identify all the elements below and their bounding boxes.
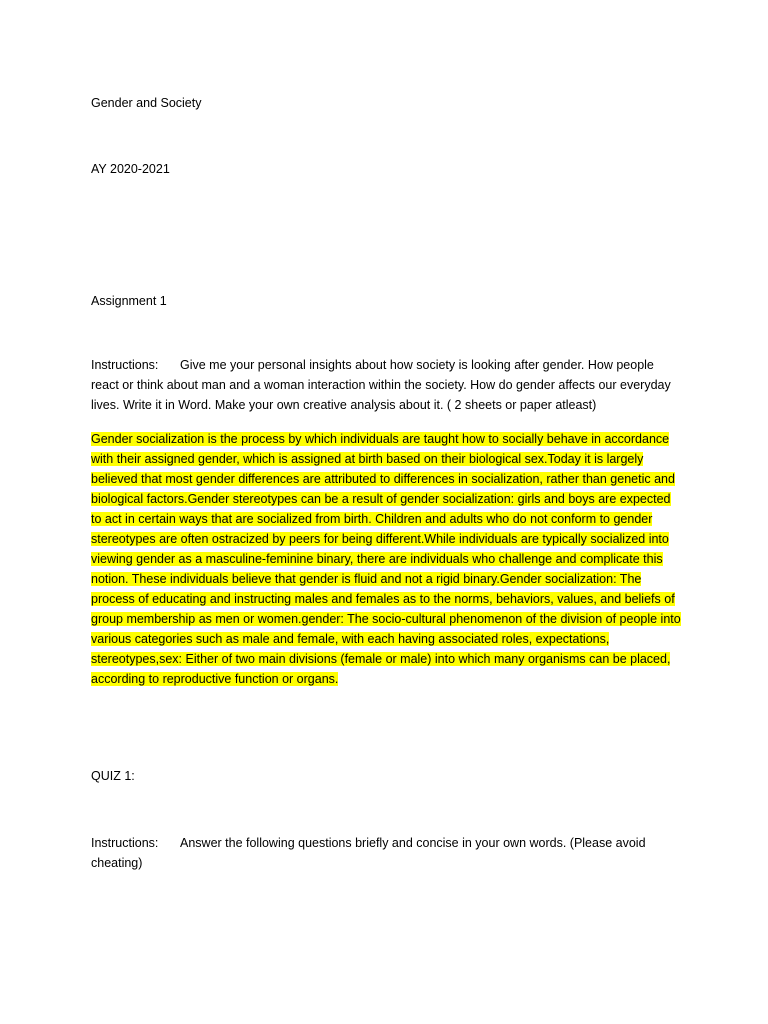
highlighted-answer [91,429,681,689]
assignment-instructions-label: Instructions: [91,358,159,372]
quiz-instructions-label: Instructions: [91,836,159,850]
assignment-instructions-text: Give me your personal insights about how society is looking after gender. How people react or think about man and a woman interaction within the society. How do gender affects our everyday lives. Write it in Word. Make your own creative analysis about it. ( 2 sheets or paper atleast) [91,358,671,412]
assignment-instructions [91,355,681,415]
quiz-instructions-text: Answer the following questions briefly and concise in your own words. (Please avoid cheating) [91,836,646,870]
answer-text: Gender socialization is the process by which individuals are taught how to socially behave in accordance with their assigned gender, which is assigned at birth based on their biological sex.Today it is largely believed that most gender differences are attributed to differences in socialization, rather than genetic and biological factors.Gender stereotypes can be a result of gender socialization: girls and boys are expected to act in certain ways that are socialized from birth. Children and adults who do not conform to gender stereotypes are often ostracized by peers for being different.While individuals are typically socialized into viewing gender as a masculine-feminine binary, there are individuals who challenge and complicate this notion. These individuals believe that gender is fluid and not a rigid binary.Gender socialization: The process of educating and instructing males and females as to the norms, behaviors, values, and beliefs of group membership as men or women.gender: The socio-cultural phenomenon of the division of people into various categories such as male and female, with each having associated roles, expectations, stereotypes,sex: Either of two main divisions (female or male) into which many organisms can be placed, according to reproductive function or organs. [91,432,681,686]
assignment-heading: Assignment 1 [91,294,167,308]
academic-year: AY 2020-2021 [91,162,170,176]
quiz-heading: QUIZ 1: [91,769,135,783]
quiz-instructions [91,833,681,873]
document-title: Gender and Society [91,96,202,110]
